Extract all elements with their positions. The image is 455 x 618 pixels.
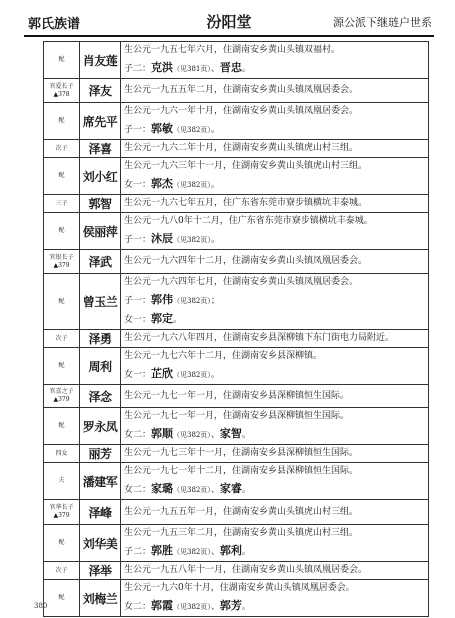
person-name: 曾玉兰: [80, 274, 121, 330]
relation-cell: [44, 525, 80, 562]
relation-cell: [44, 348, 80, 385]
children-line: [124, 597, 428, 616]
separator: 、: [210, 547, 220, 557]
person-name: 刘小红: [80, 158, 121, 195]
children-line: [124, 310, 428, 329]
relation-cell: [44, 79, 80, 103]
relation-cell: [44, 250, 80, 274]
child-name: 芷欣: [151, 367, 174, 380]
table-row: [44, 408, 429, 445]
relation-label: 配: [58, 227, 65, 234]
relation-cell: [44, 385, 80, 408]
person-name: 周利: [80, 348, 121, 385]
end-mark: 。: [241, 547, 251, 557]
person-info-cell: [121, 330, 429, 348]
end-mark: 。: [241, 602, 251, 612]
relation-cell: [44, 463, 80, 500]
person-name: 泽武: [80, 250, 121, 274]
info-line: 生公元一九五八年十一月，住湖南安乡黄山头镇凤凰居委会。: [124, 565, 368, 575]
person-name: 丽芳: [80, 445, 121, 463]
child-name: 晋忠: [219, 61, 242, 74]
children-line: [124, 230, 428, 249]
table-row: [44, 274, 429, 330]
child-name: 郭伟: [151, 293, 174, 306]
table-row: [44, 158, 429, 195]
person-info-cell: [121, 408, 429, 445]
table-row: [44, 385, 429, 408]
relation-cell: [44, 103, 80, 140]
relation-cell: [44, 445, 80, 463]
children-line: [124, 542, 428, 561]
info-line: 生公元一九八0年十二月，住广东省东莞市寮步镇横坑丰泰城。: [124, 216, 373, 226]
relation-cell: [44, 195, 80, 213]
relation-label: 配: [58, 362, 65, 369]
person-info-cell: [121, 562, 429, 580]
person-info-cell: [121, 42, 429, 79]
person-info-cell: [121, 274, 429, 330]
end-mark: 。: [241, 485, 251, 495]
child-name: 郭胜: [151, 544, 174, 557]
child-name: 郭霞: [151, 599, 174, 612]
person-info-cell: [121, 463, 429, 500]
table-row: [44, 348, 429, 385]
person-name: 罗永凤: [80, 408, 121, 445]
table-row: [44, 562, 429, 580]
table-row: [44, 42, 429, 79]
relation-label: 配: [58, 539, 65, 546]
children-line: [124, 120, 428, 139]
relation-label: 官爱长子: [49, 82, 74, 90]
child-name: 克洪: [151, 61, 174, 74]
person-name: 泽峰: [80, 500, 121, 525]
end-mark: 。: [210, 180, 220, 190]
end-mark: 。: [210, 125, 220, 135]
relation-cell: [44, 408, 80, 445]
relation-cell: [44, 213, 80, 250]
relation-label: 次子: [55, 566, 68, 574]
person-info-cell: [121, 103, 429, 140]
info-line: 生公元一九七一年一月，住湖南安乡县深柳镇恒生国际。: [124, 390, 350, 401]
end-mark: 。: [210, 235, 220, 245]
table-row: [44, 463, 429, 500]
page-reference: （见381页）: [173, 65, 211, 73]
children-line: [124, 175, 428, 194]
table-row: [44, 103, 429, 140]
generation-ref: ▲379: [53, 261, 70, 269]
info-line: 生公元一九六一年十月，住湖南安乡黄山头镇凤凰居委会。: [124, 106, 359, 116]
children-prefix: 子一：: [124, 296, 152, 306]
generation-ref: ▲379: [53, 512, 70, 519]
table-row: [44, 500, 429, 525]
table-row: [44, 250, 429, 274]
page-reference: （见382页）: [173, 297, 211, 305]
table-row: [44, 580, 429, 617]
person-info-cell: [121, 500, 429, 525]
person-info-cell: [121, 213, 429, 250]
person-name: 潘建军: [80, 463, 121, 500]
separator: 、: [210, 430, 220, 440]
relation-cell: [44, 580, 80, 617]
children-prefix: 女一：: [124, 180, 152, 190]
relation-cell: [44, 274, 80, 330]
relation-label: 配: [58, 172, 65, 179]
page-header: [24, 8, 434, 34]
info-line: 生公元一九七一年一月，住湖南安乡县深柳镇恒生国际。: [124, 411, 350, 421]
person-name: 泽念: [80, 385, 121, 408]
table-row: [44, 445, 429, 463]
separator: 、: [210, 602, 220, 612]
person-info-cell: [121, 348, 429, 385]
table-row: [44, 213, 429, 250]
info-line: 生公元一九七六年十二月，住湖南安乡县深柳镇。: [124, 351, 323, 361]
person-info-cell: [121, 525, 429, 562]
page-reference: （见382页）: [173, 126, 211, 134]
relation-label: 配: [58, 422, 65, 429]
info-line: 生公元一九五三年二月，住湖南安乡黄山头镇虎山村三组。: [124, 528, 359, 538]
relation-label: 配: [58, 56, 65, 63]
table-row: [44, 140, 429, 158]
person-name: 郭智: [80, 195, 121, 213]
relation-label: 配: [58, 594, 65, 601]
table-row: [44, 330, 429, 348]
page-reference: （见382页）: [173, 548, 211, 556]
relation-label: 三子: [55, 199, 68, 207]
relation-cell: [44, 500, 80, 525]
child-name: 郭顺: [151, 427, 174, 440]
header-right-title: 源公派下继琏户世系: [333, 16, 432, 29]
end-mark: 。: [241, 64, 251, 74]
separator: 、: [210, 64, 220, 74]
children-line: [124, 425, 428, 444]
children-line: [124, 365, 428, 384]
page-reference: （见382页）: [173, 236, 211, 244]
end-mark: 。: [173, 315, 183, 325]
child-name: 郭定: [151, 312, 174, 325]
relation-label: 配: [58, 297, 65, 305]
header-rule: [24, 35, 434, 37]
header-left-title: 郭氏族谱: [28, 17, 81, 32]
child-name: 家璐: [151, 482, 174, 495]
info-line: 生公元一九五五年二月，住湖南安乡黄山头镇凤凰居委会。: [124, 85, 359, 95]
person-info-cell: [121, 140, 429, 158]
relation-label: 官银长子: [49, 253, 74, 261]
person-info-cell: [121, 79, 429, 103]
genealogy-table: [43, 41, 429, 617]
page-reference: （见382页）: [173, 431, 211, 439]
info-line: 生公元一九五七年六月，住湖南安乡黄山头镇双福村。: [124, 45, 341, 55]
person-name: 刘华美: [80, 525, 121, 562]
info-line: 生公元一九六二年十月，住湖南安乡黄山头镇虎山村三组。: [124, 143, 359, 153]
children-prefix: 女一：: [124, 370, 152, 380]
person-info-cell: [121, 250, 429, 274]
children-prefix: 子二：: [124, 64, 152, 74]
person-name: 刘梅兰: [80, 580, 121, 617]
children-prefix: 女二：: [124, 602, 152, 612]
relation-label: 夫: [58, 477, 65, 484]
relation-cell: [44, 330, 80, 348]
relation-label: 官华长子: [49, 504, 74, 511]
person-name: 席先平: [80, 103, 121, 140]
info-line: 生公元一九六三年十一月，住湖南安乡黄山头镇虎山村三组。: [124, 161, 368, 171]
relation-cell: [44, 42, 80, 79]
page-reference: （见382页）: [173, 486, 211, 494]
end-mark: 。: [241, 430, 251, 440]
children-prefix: 女一：: [124, 315, 152, 325]
info-line: 生公元一九六四年七月，住湖南安乡黄山头镇凤凰居委会。: [124, 277, 359, 287]
person-info-cell: [121, 385, 429, 408]
person-info-cell: [121, 158, 429, 195]
page-reference: （见382页）: [173, 181, 211, 189]
children-prefix: 子二：: [124, 547, 152, 557]
relation-label: 配: [58, 117, 65, 124]
info-line: 生公元一九七一年十二月，住湖南安乡县深柳镇恒生国际。: [124, 466, 359, 476]
info-line: 生公元一九六七年五月，住广东省东莞市寮步镇横坑丰泰城。: [124, 198, 368, 208]
children-line: [124, 480, 428, 499]
table-row: [44, 525, 429, 562]
relation-cell: [44, 140, 80, 158]
person-name: 泽友: [80, 79, 121, 103]
person-name: 泽喜: [80, 140, 121, 158]
relation-label: 次子: [55, 144, 68, 152]
relation-cell: [44, 158, 80, 195]
children-prefix: 子一：: [124, 235, 152, 245]
info-line: 生公元一九五五年一月，住湖南安乡黄山头镇虎山村三组。: [124, 506, 359, 517]
person-info-cell: [121, 195, 429, 213]
person-name: 泽举: [80, 562, 121, 580]
page-reference: （见382页）: [173, 371, 211, 379]
generation-ref: ▲379: [53, 396, 70, 403]
children-line: [124, 59, 428, 78]
relation-label: 官喜之子: [49, 388, 74, 395]
relation-label: 次子: [55, 334, 68, 342]
child-name: 郭利: [219, 544, 242, 557]
children-prefix: 女二：: [124, 430, 152, 440]
children-line: [124, 291, 428, 310]
page-number: 380: [34, 602, 48, 610]
child-name: 家睿: [219, 482, 242, 495]
child-name: 沐辰: [151, 232, 174, 245]
child-name: 郭芳: [219, 599, 242, 612]
child-name: 郭杰: [151, 177, 174, 190]
info-line: 生公元一九六0年十月，住湖南安乡黄山头镇凤凰居委会。: [124, 583, 355, 593]
person-name: 侯丽萍: [80, 213, 121, 250]
child-name: 家智: [219, 427, 242, 440]
info-line: 生公元一九七三年十一月，住湖南安乡县深柳镇恒生国际。: [124, 448, 359, 458]
separator: ；: [210, 296, 220, 306]
child-name: 郭敏: [151, 122, 174, 135]
separator: 、: [210, 485, 220, 495]
table-row: [44, 79, 429, 103]
children-prefix: 女二：: [124, 485, 152, 495]
info-line: 生公元一九六八年四月，住湖南安乡县深柳镇下东门街电力局附近。: [124, 333, 395, 343]
person-info-cell: [121, 580, 429, 617]
person-name: 肖友莲: [80, 42, 121, 79]
info-line: 生公元一九六四年十二月，住湖南安乡黄山头镇凤凰居委会。: [124, 256, 368, 266]
person-info-cell: [121, 445, 429, 463]
person-name: 泽勇: [80, 330, 121, 348]
end-mark: 。: [210, 370, 220, 380]
table-row: [44, 195, 429, 213]
children-prefix: 子一：: [124, 125, 152, 135]
page-reference: （见382页）: [173, 603, 211, 611]
header-center-title: 汾阳堂: [206, 13, 252, 31]
generation-ref: ▲378: [53, 90, 70, 98]
relation-cell: [44, 562, 80, 580]
relation-label: 四女: [55, 449, 68, 457]
